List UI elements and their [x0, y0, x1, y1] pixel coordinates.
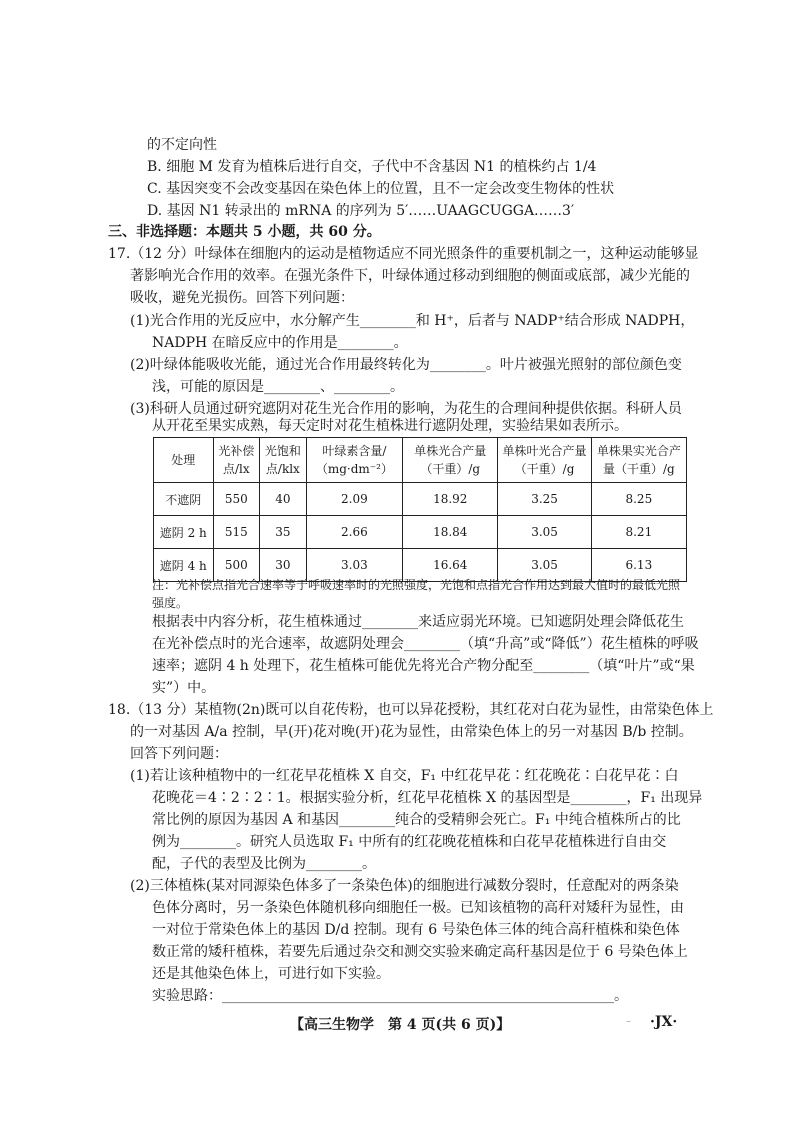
table-cell: 18.84 — [403, 516, 498, 549]
text-line: 吸收，避免光损伤。回答下列问题： — [130, 290, 354, 306]
question-18-2: (2)三体植株(某对同源染色体多了一条染色体)的细胞进行减数分裂时，任意配对的两条染 — [130, 878, 679, 894]
table-cell: 6.13 — [591, 549, 686, 582]
table-note: 强度。 — [152, 596, 189, 610]
page-footer: 【高三生物学 第 4 页(共 6 页)】 — [290, 1017, 511, 1033]
table-cell: 500 — [213, 549, 259, 582]
footer-code: ·JX· — [650, 1014, 678, 1030]
question-17-stem: 17.（12 分）叶绿体在细胞内的运动是植物适应不同光照条件的重要机制之一，这种运动能够显 — [108, 246, 699, 262]
text-line: C. 基因突变不会改变基因在染色体上的位置，且不一定会改变生物体的性状 — [147, 181, 615, 197]
text-line: 著影响光合作用的效率。在强光条件下，叶绿体通过移动到细胞的侧面或底部，减少光能的 — [130, 268, 690, 284]
text-line: B. 细胞 M 发育为植株后进行自交，子代中不含基因 N1 的植株约占 1/4 — [147, 159, 597, 175]
question-17-1: (1)光合作用的光反应中，水分解产生________和 H⁺，后者与 NADP⁺结合形成 NADPH， — [130, 313, 695, 329]
text-line: 浅，可能的原因是________、________。 — [152, 379, 404, 395]
question-17-2: (2)叶绿体能吸收光能，通过光合作用最终转化为________。叶片被强光照射的部位颜色变 — [130, 357, 682, 373]
table-cell: 40 — [260, 483, 307, 516]
text-line: 回答下列问题： — [130, 746, 228, 762]
table-cell: 18.92 — [403, 483, 498, 516]
text-line: D. 基因 N1 转录出的 mRNA 的序列为 5′……UAAGCUGGA……3′ — [147, 203, 575, 219]
table-header: 叶绿素含量/（mg·dm⁻²） — [306, 438, 402, 483]
table-cell: 550 — [213, 483, 259, 516]
table-header: 单株叶光合产量（干重）/g — [498, 438, 591, 483]
text-line: 根据表中内容分析，花生植株通过________来适应弱光环境。已知遮阴处理会降低花生 — [152, 614, 684, 630]
section-heading: 三、非选择题：本题共 5 小题，共 60 分。 — [108, 224, 381, 240]
table-cell: 35 — [260, 516, 307, 549]
text-line: 例为________。研究人员选取 F₁ 中所有的红花晚花植株和白花早花植株进行自由交 — [152, 834, 667, 850]
text-line: 还是其他染色体上，可进行如下实验。 — [152, 966, 390, 982]
question-18-stem: 18.（13 分）某植物(2n)既可以自花传粉，也可以异花授粉，其红花对白花为显性，由常染色体上 — [108, 702, 714, 718]
text-line: 色体分离时，另一条染色体随机移向细胞任一极。已知该植物的高秆对矮秆为显性，由 — [152, 900, 684, 916]
table-cell: 遮阴 2 h — [154, 516, 214, 549]
text-line: 的不定向性 — [147, 137, 217, 153]
question-17-3: (3)科研人员通过研究遮阴对花生光合作用的影响，为花生的合理间种提供依据。科研人员 — [130, 401, 682, 417]
table-cell: 515 — [213, 516, 259, 549]
text-line: 花晚花＝4∶2∶2∶1。根据实验分析，红花早花植株 X 的基因型是________，F₁ 出现异 — [152, 790, 703, 806]
table-cell: 8.25 — [591, 483, 686, 516]
text-line: 配，子代的表型及比例为________。 — [152, 856, 376, 872]
table-cell: 2.09 — [306, 483, 402, 516]
table-cell: 3.03 — [306, 549, 402, 582]
table-cell: 3.05 — [498, 516, 591, 549]
table-header: 光补偿点/lx — [213, 438, 259, 483]
text-line: 数正常的矮秆植株，若要先后通过杂交和测交实验来确定高秆基因是位于 6 号染色体上 — [152, 944, 688, 960]
table-header: 光饱和点/klx — [260, 438, 307, 483]
experiment-idea: 实验思路：________________________________________________________。 — [152, 988, 628, 1004]
table-header: 单株果实光合产量（干重）/g — [591, 438, 686, 483]
table-row — [154, 516, 687, 549]
photosynthesis-table — [153, 437, 687, 582]
text-line: NADPH 在暗反应中的作用是________。 — [152, 335, 408, 351]
text-line: 实”）中。 — [152, 680, 216, 696]
table-header: 单株光合产量（干重）/g — [403, 438, 498, 483]
table-cell: 不遮阴 — [154, 483, 214, 516]
text-line: 从开花至果实成熟，每天定时对花生植株进行遮阴处理，实验结果如表所示。 — [152, 418, 628, 434]
text-line: 常比例的原因为基因 A 和基因________纯合的受精卵会死亡。F₁ 中纯合植株所占的比 — [152, 812, 681, 828]
table-note: 注：光补偿点指光合速率等于呼吸速率时的光照强度，光饱和点指光合作用达到最大值时的最低光照 — [152, 578, 681, 592]
table-cell: 遮阴 4 h — [154, 549, 214, 582]
question-18-1: (1)若让该种植物中的一红花早花植株 X 自交，F₁ 中红花早花∶红花晚花∶白花早花∶白 — [130, 768, 679, 784]
table-header: 处理 — [154, 438, 214, 483]
table-cell: 3.25 — [498, 483, 591, 516]
text-line: 一对位于常染色体上的基因 D/d 控制。现有 6 号染色体三体的纯合高秆植株和染色体 — [152, 922, 680, 938]
table-cell: 3.05 — [498, 549, 591, 582]
table-cell: 2.66 — [306, 516, 402, 549]
table-cell: 16.64 — [403, 549, 498, 582]
footer-mark: – — [626, 1016, 631, 1027]
table-row — [154, 483, 687, 516]
text-line: 在光补偿点时的光合速率，故遮阴处理会________（填“升高”或“降低”）花生植株的呼吸 — [152, 636, 699, 652]
table-cell: 8.21 — [591, 516, 686, 549]
text-line: 的一对基因 A/a 控制，早(开)花对晚(开)花为显性，由常染色体上的另一对基因 B/b 控制。 — [130, 724, 693, 740]
text-line: 速率；遮阴 4 h 处理下，花生植株可能优先将光合产物分配至________（填“叶片”或“果 — [152, 658, 695, 674]
table-header-row — [154, 438, 687, 483]
table-cell: 30 — [260, 549, 307, 582]
